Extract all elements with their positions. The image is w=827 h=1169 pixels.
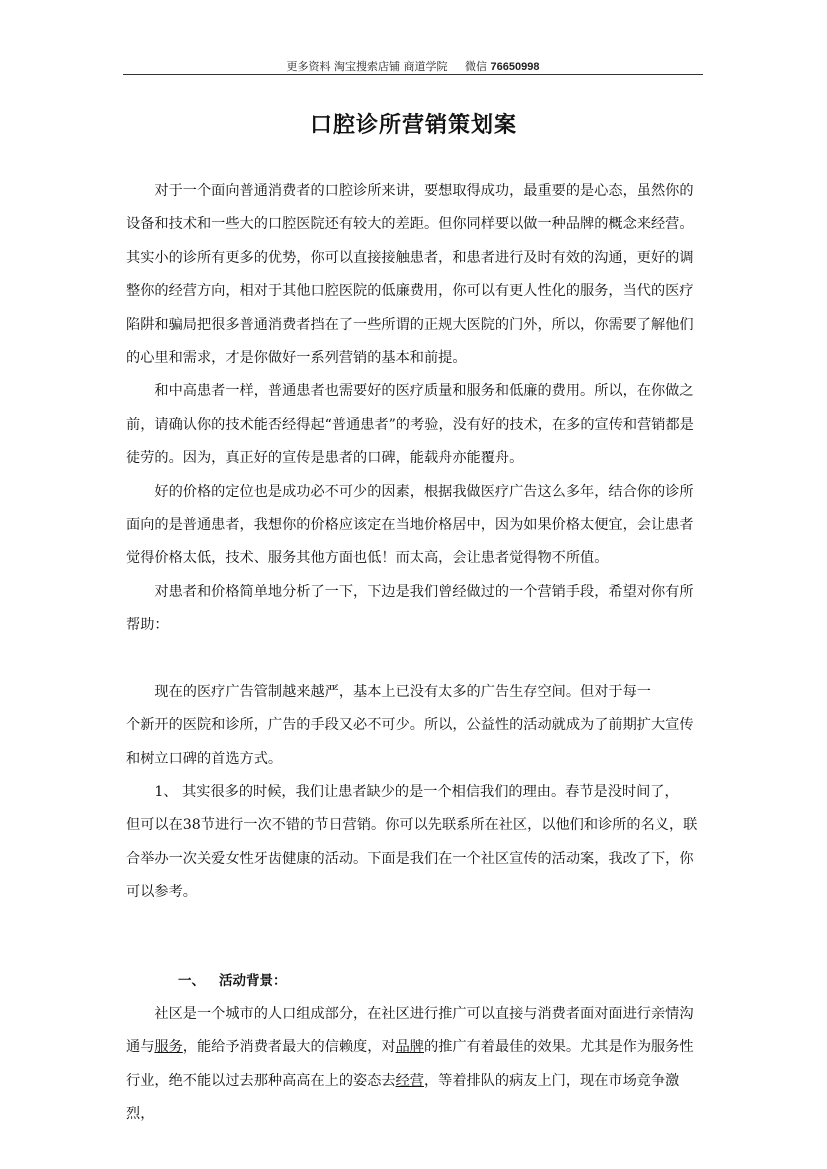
header-text: 更多资料 淘宝搜索店铺 商道学院	[286, 60, 448, 73]
paragraph-ads-rest: 个新开的医院和诊所，广告的手段又必不可少。所以，公益性的活动就成为了前期扩大宣传和树立口碑的首选方式。	[126, 717, 694, 767]
underlined-term-service: 服务	[154, 1039, 183, 1056]
text-run: ，能给予消费者最大的信赖度，对	[182, 1039, 396, 1056]
spacer	[126, 910, 706, 943]
section-heading	[178, 965, 706, 998]
underlined-term-brand: 品牌	[395, 1039, 424, 1056]
document-title: 口腔诊所营销策划案	[309, 113, 517, 138]
spacer	[126, 643, 706, 676]
section-title: 活动背景：	[219, 972, 287, 989]
header-divider	[123, 74, 703, 75]
text-run: 社区是一个城市的人口组成部分，在社区进行推广可以直接与消费者面对面进行亲情沟通与	[126, 1005, 694, 1056]
paragraph-intro: 对于一个面向普通消费者的口腔诊所来讲，要想取得成功，最重要的是心态，虽然你的设备和技术和一些大的口腔医院还有较大的差距。但你同样要以做一种品牌的概念来经营。其实小的诊所有更多的优势，你可以直接接触患者，和患者进行及时有效的沟通，更好的调整你的经营方向，相对于其他口腔医院的低廉费用，你可以有更人性化的服务，当代的医疗陷阱和骗局把很多普通消费者挡在了一些所谓的正规大医院的门外，所以，你需要了解他们的心里和需求，才是你做好一系列营销的基本和前提。	[126, 183, 694, 367]
header-wechat-label: 微信	[465, 60, 488, 73]
document-body	[126, 175, 706, 1132]
paragraph-quality: 和中高患者一样，普通患者也需要好的医疗质量和服务和低廉的费用。所以，在你做之前，请确认你的技术能否经得起“普通患者”的考验，没有好的技术，在多的宣传和营销都是徒劳的。因为，真正好的宣传是患者的口碑，能载舟亦能覆舟。	[126, 383, 694, 467]
paragraph-pricing: 好的价格的定位也是成功必不可少的因素，根据我做医疗广告这么多年，结合你的诊所面向的是普通患者，我想你的价格应该定在当地价格居中，因为如果价格太便宜，会让患者觉得价格太低，技术、服务其他方面也低！而太高，会让患者觉得物不所值。	[126, 483, 694, 567]
text-run: 的推广有着最佳的效果。尤其是作为服务性行业，绝不能以过去那种高高在上的姿态去	[126, 1039, 694, 1089]
spacer	[126, 943, 706, 965]
paragraph-point1-line1: 1、 其实很多的时候，我们让患者缺少的是一个相信我们的理由。春节是没时间了，	[154, 783, 679, 800]
paragraph-ads-line1: 现在的医疗广告管制越来越严，基本上已没有太多的广告生存空间。但对于每一	[154, 683, 651, 700]
text-run: ，等着排队的病友上门，现在市场竞争激烈，	[126, 1072, 680, 1123]
underlined-term-operate: 经营	[395, 1072, 424, 1089]
paragraph-point1-rest: 但可以在38节进行一次不错的节日营销。你可以先联系所在社区，以他们和诊所的名义，联合举办一次关爱女性牙齿健康的活动。下面是我们在一个社区宣传的活动案，我改了下，你可以参考。	[126, 817, 698, 901]
section-number: 一、	[178, 972, 205, 989]
header-wechat-number: 76650998	[490, 61, 540, 73]
paragraph-transition: 对患者和价格简单地分析了一下，下边是我们曾经做过的一个营销手段，希望对你有所帮助：	[126, 583, 694, 634]
paragraph-background	[126, 998, 706, 1132]
page-header	[123, 58, 703, 74]
